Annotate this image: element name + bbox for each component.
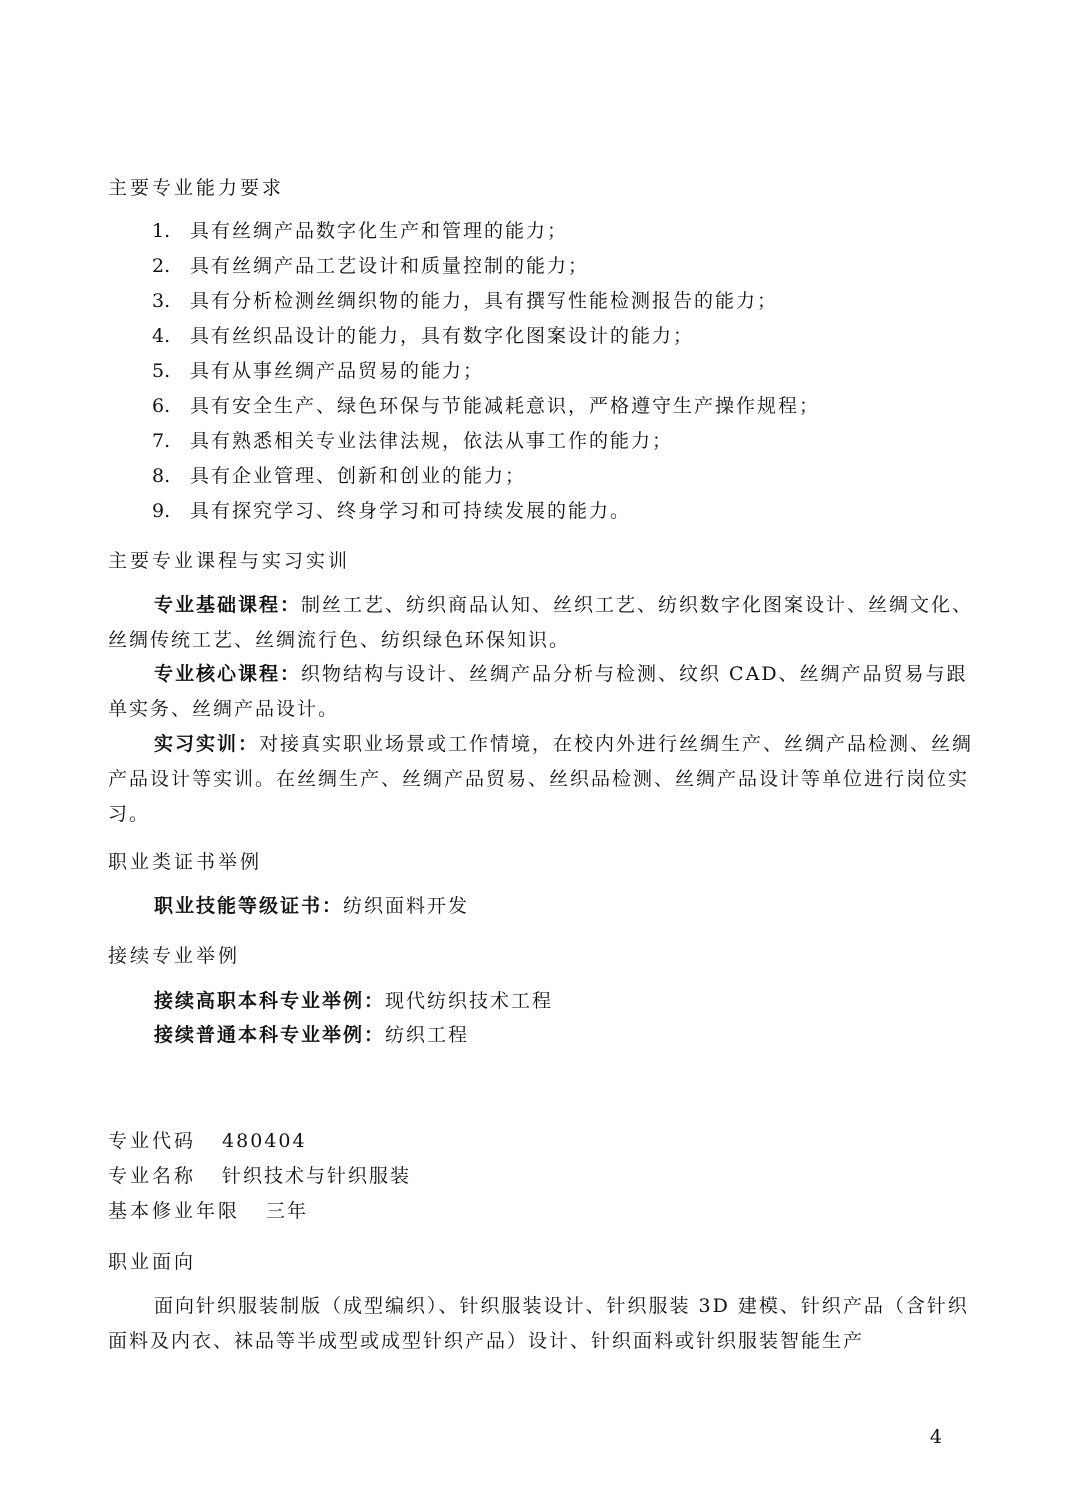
general-undergrad-line — [154, 1018, 980, 1052]
certificate-line — [154, 889, 980, 923]
study-years-line — [108, 1194, 980, 1228]
study-years-label: 基本修业年限 — [108, 1200, 241, 1222]
list-text: 具有丝绸产品工艺设计和质量控制的能力； — [190, 255, 590, 277]
major-name-label: 专业名称 — [108, 1165, 197, 1187]
list-text: 具有探究学习、终身学习和可持续发展的能力。 — [190, 500, 632, 522]
list-text: 具有丝绸产品数字化生产和管理的能力； — [190, 220, 569, 242]
list-item — [152, 459, 980, 493]
list-number: 1. — [152, 220, 171, 242]
heading-certificates: 职业类证书举例 — [108, 851, 263, 873]
list-number: 6. — [152, 395, 171, 417]
list-item — [152, 249, 980, 283]
heading-career-orientation: 职业面向 — [108, 1251, 197, 1273]
higher-vocational-line — [154, 984, 980, 1018]
list-item — [152, 319, 980, 353]
list-number: 8. — [152, 465, 171, 487]
core-courses-paragraph — [108, 657, 974, 727]
list-text: 具有安全生产、绿色环保与节能减耗意识，严格遵守生产操作规程； — [190, 395, 821, 417]
higher-vocational-text: 现代纺织技术工程 — [385, 990, 554, 1012]
list-item — [152, 214, 980, 248]
certificate-label: 职业技能等级证书： — [154, 895, 344, 917]
list-item — [152, 389, 980, 423]
general-undergrad-label: 接续普通本科专业举例： — [154, 1024, 386, 1046]
list-text: 具有从事丝绸产品贸易的能力； — [190, 360, 485, 382]
basic-courses-paragraph — [108, 588, 974, 658]
list-text: 具有丝织品设计的能力，具有数字化图案设计的能力； — [190, 325, 695, 347]
practice-text: 对接真实职业场景或工作情境，在校内外进行丝绸生产、丝绸产品检测、丝绸产品设计等实训。在丝绸生产、丝绸产品贸易、丝织品检测、丝绸产品设计等单位进行岗位实习。 — [108, 733, 974, 825]
list-item — [152, 424, 980, 458]
general-undergrad-text: 纺织工程 — [385, 1024, 470, 1046]
higher-vocational-label: 接续高职本科专业举例： — [154, 990, 386, 1012]
list-item — [152, 354, 980, 388]
list-number: 9. — [152, 500, 171, 522]
major-code-value: 480404 — [222, 1130, 307, 1152]
major-name-line — [108, 1159, 980, 1193]
list-text: 具有企业管理、创新和创业的能力； — [190, 465, 527, 487]
page-number: 4 — [929, 1426, 942, 1448]
list-number: 4. — [152, 325, 171, 347]
major-code-line — [108, 1124, 980, 1158]
basic-courses-text: 制丝工艺、纺织商品认知、丝织工艺、纺织数字化图案设计、丝绸文化、丝绸传统工艺、丝绸流行色、纺织绿色环保知识。 — [108, 594, 974, 651]
career-orientation-paragraph: 面向针织服装制版（成型编织）、针织服装设计、针织服装 3D 建模、针织产品（含针织面料及内衣、袜品等半成型或成型针织产品）设计、针织面料或针织服装智能生产 — [108, 1295, 969, 1352]
practice-label: 实习实训： — [154, 733, 260, 755]
major-code-label: 专业代码 — [108, 1130, 197, 1152]
heading-courses: 主要专业课程与实习实训 — [108, 550, 351, 572]
major-name-value: 针织技术与针织服装 — [222, 1165, 412, 1187]
core-courses-label: 专业核心课程： — [154, 663, 302, 685]
list-number: 5. — [152, 360, 171, 382]
heading-ability-requirements: 主要专业能力要求 — [108, 177, 285, 199]
list-number: 7. — [152, 430, 171, 452]
list-number: 3. — [152, 290, 171, 312]
list-item — [152, 284, 980, 318]
list-text: 具有熟悉相关专业法律法规，依法从事工作的能力； — [190, 430, 674, 452]
list-item — [152, 494, 980, 528]
core-courses-text: 织物结构与设计、丝绸产品分析与检测、纹织 CAD、丝绸产品贸易与跟单实务、丝绸产品设计。 — [108, 663, 968, 720]
heading-continuation: 接续专业举例 — [108, 945, 241, 967]
practice-paragraph — [108, 727, 974, 832]
study-years-value: 三年 — [266, 1200, 309, 1222]
basic-courses-label: 专业基础课程： — [154, 594, 302, 616]
certificate-text: 纺织面料开发 — [343, 895, 470, 917]
list-text: 具有分析检测丝绸织物的能力，具有撰写性能检测报告的能力； — [190, 290, 779, 312]
list-number: 2. — [152, 255, 171, 277]
